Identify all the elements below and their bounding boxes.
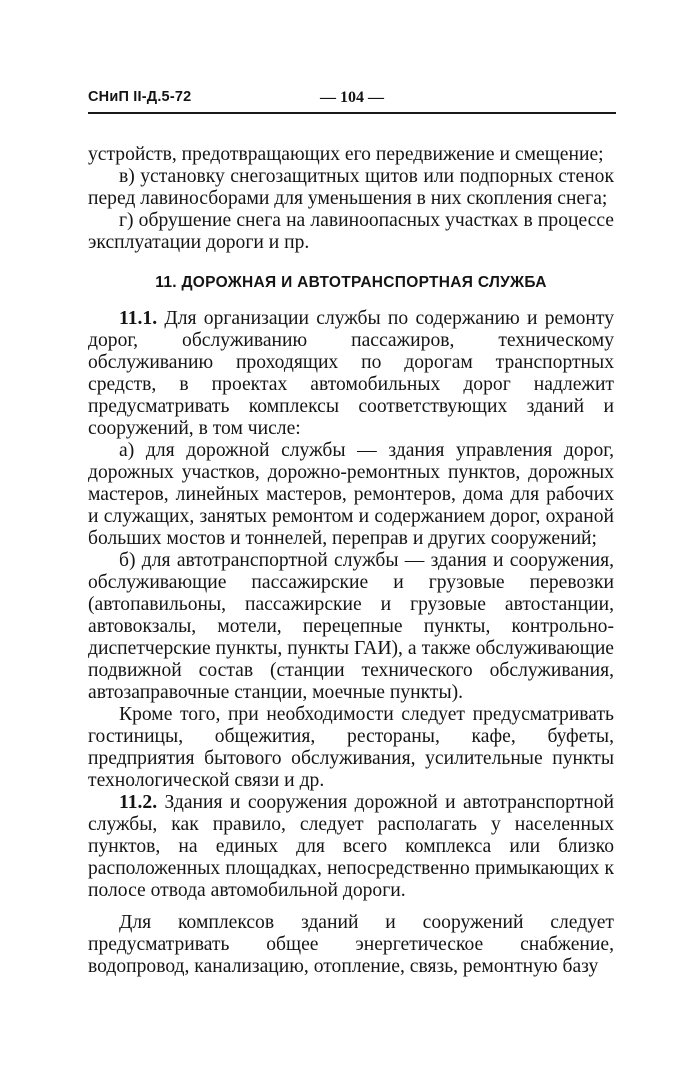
- continuation-paragraph: устройств, предотвращающих его передвижение и смещение;: [88, 144, 604, 165]
- clause-11-2-text: Здания и сооружения дорожной и автотранспортной службы, как правило, следует располагать у населенных пунктов, на единых для всего комплекса или близко расположенных площадках, непосредственно примыкающих к полосе отвода автомобильной дороги.: [88, 792, 614, 901]
- document-page: [88, 86, 614, 977]
- complexes-paragraph: Для комплексов зданий и сооружений следует предусматривать общее энергетическое снабжение, водопровод, канализацию, отопление, связь, ремонтную базу: [88, 912, 614, 977]
- running-header: [88, 86, 614, 108]
- list-item-g: г) обрушение снега на лавиноопасных участках в процессе эксплуатации дороги и пр.: [88, 210, 614, 253]
- additional-paragraph: Кроме того, при необходимости следует предусматривать гостиницы, общежития, рестораны, кафе, буфеты, предприятия бытового обслуживания, усилительные пункты технологической связи и др.: [88, 704, 614, 791]
- page-number: — 104 —: [320, 89, 384, 106]
- list-item-b: б) для автотранспортной службы — здания и сооружения, обслуживающие пассажирские и грузовые перевозки (автопавильоны, пассажирские и грузовые автостанции, автовокзалы, мотели, перецепные пункты, контрольно-диспетчерские пункты, пункты ГАИ), а также обслуживающие подвижной состав (станции технического обслуживания, автозаправочные станции, моечные пункты).: [88, 550, 614, 703]
- list-item-v: в) установку снегозащитных щитов или подпорных стенок перед лавиносборами для уменьшения в них скопления снега;: [88, 166, 614, 209]
- clause-11-2: [88, 792, 614, 902]
- header-rule: [88, 112, 616, 114]
- body-text: [88, 144, 614, 978]
- clause-11-1-number: 11.1.: [119, 308, 158, 329]
- clause-11-1: [88, 308, 614, 440]
- clause-11-1-text: Для организации службы по содержанию и ремонту дорог, обслуживанию пассажиров, техническому обслуживанию проходящих по дорогам транспортных средств, в проектах автомобильных дорог надлежит предусматривать комплексы соответствующих зданий и сооружений, в том числе:: [88, 308, 614, 439]
- clause-11-2-number: 11.2.: [119, 792, 158, 813]
- list-item-a: а) для дорожной службы — здания управления дорог, дорожных участков, дорожно-ремонтных пунктов, дорожных мастеров, линейных мастеров, ремонтеров, дома для рабочих и служащих, занятых ремонтом и содержанием дорог, охраной больших мостов и тоннелей, переправ и других сооружений;: [88, 440, 614, 549]
- document-code: СНиП II-Д.5-72: [88, 89, 192, 105]
- section-heading: 11. ДОРОЖНАЯ И АВТОТРАНСПОРТНАЯ СЛУЖБА: [155, 274, 547, 291]
